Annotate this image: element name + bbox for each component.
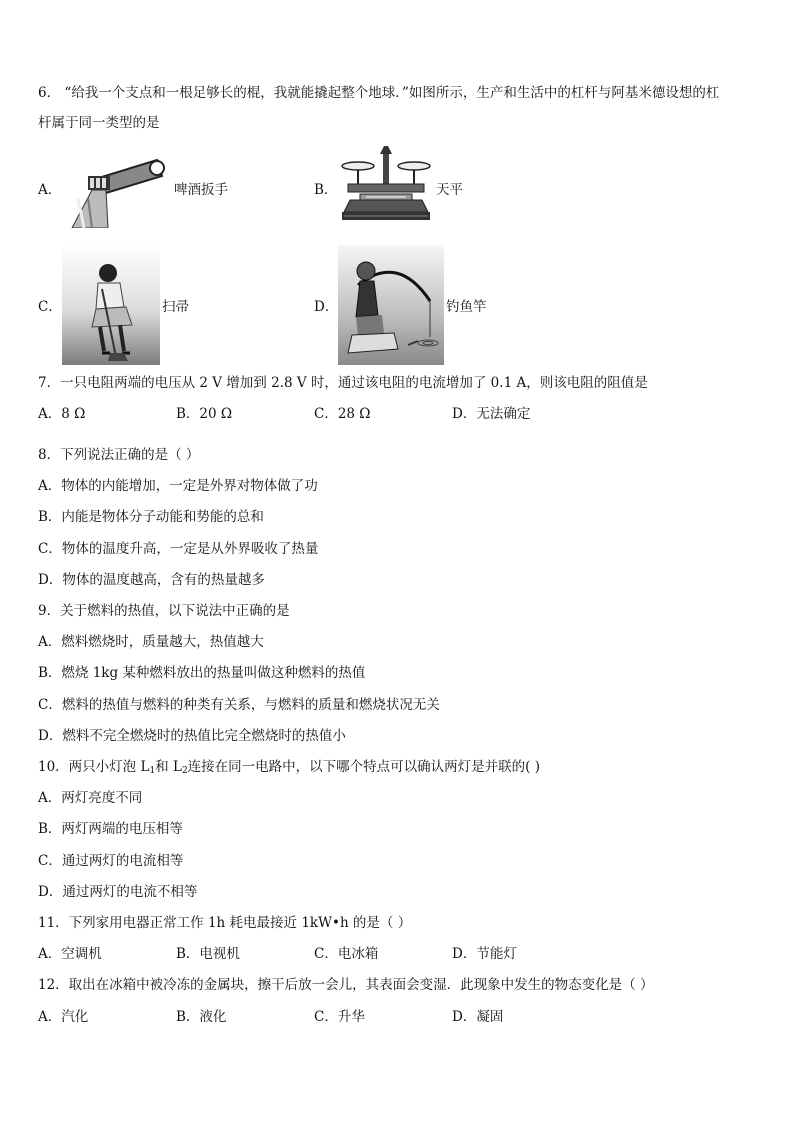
q6-stem-line2: 杆属于同一类型的是 — [38, 115, 160, 131]
option-letter: D． — [314, 299, 339, 315]
option-caption: 啤酒扳手 — [174, 182, 228, 198]
q10-option-a[interactable]: A．两灯亮度不同 — [38, 790, 143, 806]
q11-option-b[interactable]: B．电视机 — [176, 946, 240, 962]
q9-option-a[interactable]: A．燃料燃烧时，质量越大，热值越大 — [38, 634, 264, 650]
q9-stem: 9．关于燃料的热值，以下说法中正确的是 — [38, 603, 290, 619]
option-caption: 扫帚 — [162, 299, 189, 315]
q12-option-d[interactable]: D．凝固 — [452, 1009, 504, 1025]
q10-option-d[interactable]: D．通过两灯的电流不相等 — [38, 884, 198, 900]
subscript-2: 2 — [181, 766, 188, 776]
q10-option-b[interactable]: B．两灯两端的电压相等 — [38, 821, 183, 837]
q8-option-b[interactable]: B．内能是物体分子动能和势能的总和 — [38, 509, 264, 525]
q8-stem: 8．下列说法正确的是（ ） — [38, 447, 200, 463]
q6-option-c[interactable] — [38, 245, 189, 365]
q8-option-d[interactable]: D．物体的温度越高，含有的热量越多 — [38, 572, 265, 588]
q7-stem: 7．一只电阻两端的电压从 2 V 增加到 2.8 V 时，通过该电阻的电流增加了 0.1 A，则该电阻的阻值是 — [38, 375, 648, 391]
q10-stem — [38, 758, 540, 780]
q11-option-c[interactable]: C．电冰箱 — [314, 946, 379, 962]
q9-option-c[interactable]: C．燃料的热值与燃料的种类有关系，与燃料的质量和燃烧状况无关 — [38, 697, 440, 713]
subscript-1: 1 — [149, 766, 156, 776]
q9-option-b[interactable]: B．燃烧 1kg 某种燃料放出的热量叫做这种燃料的热值 — [38, 665, 366, 681]
option-letter: A． — [38, 182, 62, 198]
q12-option-a[interactable]: A．汽化 — [38, 1009, 89, 1025]
q6-option-d[interactable] — [314, 245, 487, 365]
bottle-opener-icon — [62, 148, 172, 228]
q11-option-a[interactable]: A．空调机 — [38, 946, 102, 962]
q8-option-c[interactable]: C．物体的温度升高，一定是从外界吸收了热量 — [38, 541, 319, 557]
fishing-rod-photo — [338, 245, 444, 365]
q10-option-c[interactable]: C．通过两灯的电流相等 — [38, 853, 184, 869]
option-letter: B． — [314, 182, 338, 198]
q7-option-a[interactable]: A．8 Ω — [38, 406, 86, 422]
option-caption: 钓鱼竿 — [446, 299, 487, 315]
q10-stem-part2: 和 L — [155, 759, 182, 775]
q9-option-d[interactable]: D．燃料不完全燃烧时的热值比完全燃烧时的热值小 — [38, 728, 346, 744]
q8-option-a[interactable]: A．物体的内能增加，一定是外界对物体做了功 — [38, 478, 318, 494]
q12-option-c[interactable]: C．升华 — [314, 1009, 365, 1025]
option-caption: 天平 — [436, 182, 463, 198]
q7-option-b[interactable]: B．20 Ω — [176, 406, 233, 422]
q10-stem-part1: 10．两只小灯泡 L — [38, 759, 150, 775]
q7-option-c[interactable]: C．28 Ω — [314, 406, 371, 422]
q6-option-b[interactable] — [314, 140, 463, 236]
q12-stem: 12．取出在冰箱中被冷冻的金属块，擦干后放一会儿，其表面会变湿．此现象中发生的物态变化是（ ） — [38, 977, 654, 993]
broom-sweeping-photo — [62, 245, 160, 365]
q12-option-b[interactable]: B．液化 — [176, 1009, 227, 1025]
q7-option-d[interactable]: D．无法确定 — [452, 406, 531, 422]
q11-stem: 11．下列家用电器正常工作 1h 耗电最接近 1kW•h 的是（ ） — [38, 915, 412, 931]
option-letter: C． — [38, 299, 62, 315]
q11-option-d[interactable]: D．节能灯 — [452, 946, 517, 962]
q6-stem-line1: 6． “给我一个支点和一根足够长的棍，我就能撬起整个地球．”如图所示，生产和生活中的杠杆与阿基米德设想的杠 — [38, 85, 720, 101]
q10-stem-part3: 连接在同一电路中，以下哪个特点可以确认两灯是并联的( ) — [187, 759, 540, 775]
balance-scale-icon — [338, 140, 434, 236]
q6-option-a[interactable] — [38, 148, 228, 228]
